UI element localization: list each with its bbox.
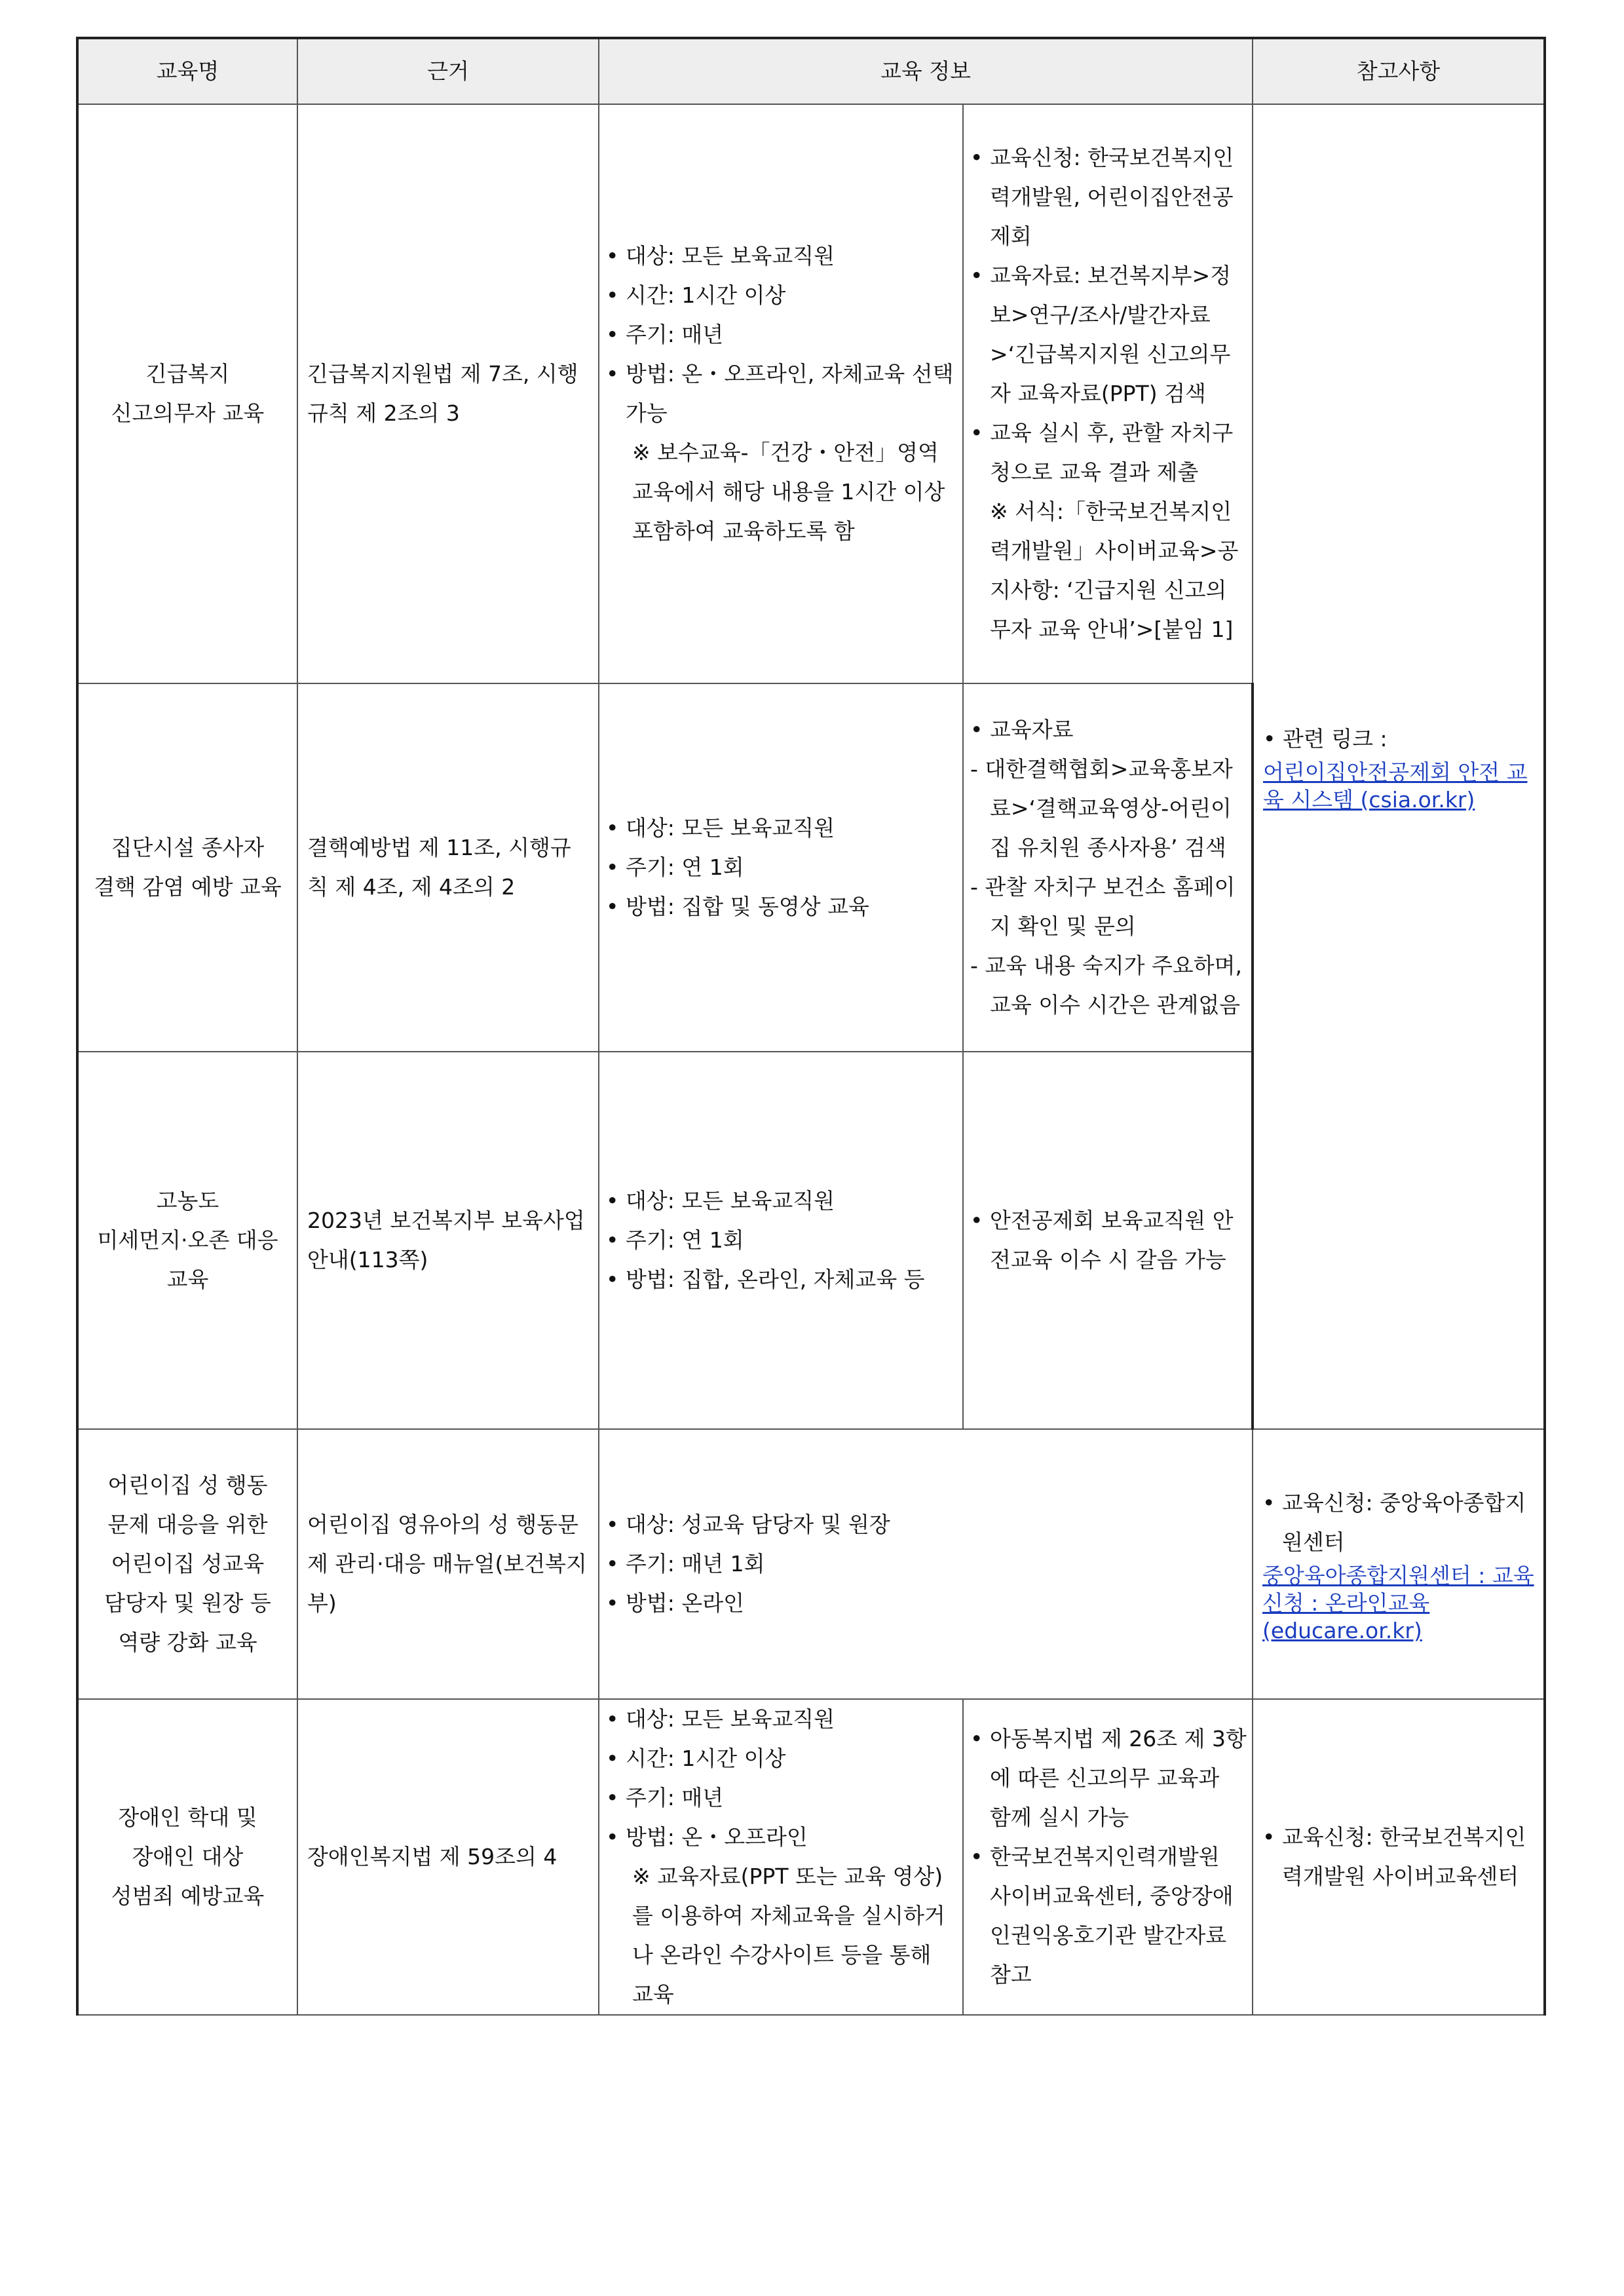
list-item: • 교육신청: 한국보건복지인력개발원, 어린이집안전공제회 bbox=[970, 145, 1234, 249]
list-item: • 주기: 매년 bbox=[606, 322, 724, 347]
header-notes: 참고사항 bbox=[1253, 38, 1545, 104]
course-name: 긴급복지 신고의무자 교육 bbox=[77, 104, 297, 683]
list-item: • 시간: 1시간 이상 bbox=[606, 1746, 786, 1771]
list-item: • 교육자료 bbox=[970, 717, 1074, 742]
list-item: • 방법: 집합, 온라인, 자체교육 등 bbox=[606, 1267, 925, 1292]
info bbox=[599, 1429, 1253, 1699]
shared-notes bbox=[1253, 104, 1545, 1429]
list-item: • 방법: 온・오프라인, 자체교육 선택 가능 bbox=[606, 361, 954, 426]
list-item: • 방법: 온・오프라인 bbox=[606, 1824, 808, 1850]
info-right bbox=[963, 1052, 1253, 1429]
list-item: - 관찰 자치구 보건소 홈페이지 확인 및 문의 bbox=[970, 874, 1236, 939]
course-name: 어린이집 성 행동 문제 대응을 위한 어린이집 성교육 담당자 및 원장 등 역량 강화 교육 bbox=[77, 1429, 297, 1699]
legal-basis: 2023년 보건복지부 보육사업안내(113쪽) bbox=[297, 1052, 599, 1429]
note-text: ※ 보수교육-「건강・안전」영역 교육에서 해당 내용을 1시간 이상 포함하여 교육하도록 함 bbox=[632, 440, 945, 544]
table-row bbox=[77, 104, 1545, 683]
list-item: • 안전공제회 보육교직원 안전교육 이수 시 갈음 가능 bbox=[970, 1208, 1234, 1272]
list-item: • 교육자료: 보건복지부>정보>연구/조사/발간자료>‘긴급복지지원 신고의무자 교육자료(PPT) 검색 bbox=[970, 263, 1232, 406]
header-info: 교육 정보 bbox=[599, 38, 1253, 104]
course-name: 고농도 미세먼지·오존 대응 교육 bbox=[77, 1052, 297, 1429]
table-row bbox=[77, 1699, 1545, 2015]
info-right bbox=[963, 683, 1253, 1052]
header-name: 교육명 bbox=[77, 38, 297, 104]
table-row bbox=[77, 1429, 1545, 1699]
list-item: • 대상: 모든 보육교직원 bbox=[606, 1706, 835, 1732]
list-item: • 교육 실시 후, 관할 자치구청으로 교육 결과 제출 bbox=[970, 420, 1234, 485]
info-left bbox=[599, 1052, 963, 1429]
course-name: 장애인 학대 및 장애인 대상 성범죄 예방교육 bbox=[77, 1699, 297, 2015]
info-left bbox=[599, 683, 963, 1052]
list-item: • 주기: 매년 1회 bbox=[606, 1551, 765, 1577]
header-basis: 근거 bbox=[297, 38, 599, 104]
notes bbox=[1253, 1429, 1545, 1699]
list-item: • 대상: 모든 보육교직원 bbox=[606, 243, 835, 269]
notes bbox=[1253, 1699, 1545, 2015]
education-table bbox=[76, 37, 1546, 2016]
course-name: 집단시설 종사자 결핵 감염 예방 교육 bbox=[77, 683, 297, 1052]
note-text: ※ 서식:「한국보건복지인력개발원」사이버교육>공지사항: ‘긴급지원 신고의무자 교육 안내’>[붙임 1] bbox=[990, 499, 1239, 642]
legal-basis: 장애인복지법 제 59조의 4 bbox=[297, 1699, 599, 2015]
header-row bbox=[77, 38, 1545, 104]
list-item: • 대상: 모든 보육교직원 bbox=[606, 1188, 835, 1214]
educare-link[interactable]: 중앙육아종합지원센터 : 교육신청 : 온라인교육 (educare.or.kr) bbox=[1262, 1563, 1534, 1643]
list-item: • 대상: 모든 보육교직원 bbox=[606, 815, 835, 841]
related-link-label: • 관련 링크 : bbox=[1263, 726, 1388, 752]
note-text: ※ 교육자료(PPT 또는 교육 영상)를 이용하여 자체교육을 실시하거나 온라인 수강사이트 등을 통해 교육 bbox=[632, 1864, 945, 2007]
list-item: • 대상: 성교육 담당자 및 원장 bbox=[606, 1512, 890, 1537]
list-item: • 방법: 온라인 bbox=[606, 1590, 744, 1616]
list-item: - 대한결핵협회>교육홍보자료>‘결핵교육영상-어린이집 유치원 종사자용’ 검색 bbox=[970, 756, 1233, 860]
list-item: • 주기: 연 1회 bbox=[606, 1227, 744, 1253]
info-right bbox=[963, 104, 1253, 683]
info-left bbox=[599, 104, 963, 683]
info-right bbox=[963, 1699, 1253, 2015]
list-item: • 주기: 매년 bbox=[606, 1785, 724, 1810]
list-item: • 교육신청: 한국보건복지인력개발원 사이버교육센터 bbox=[1262, 1824, 1526, 1889]
list-item: • 방법: 집합 및 동영상 교육 bbox=[606, 894, 869, 919]
list-item: • 교육신청: 중앙육아종합지원센터 bbox=[1262, 1490, 1526, 1555]
list-item: • 아동복지법 제 26조 제 3항에 따른 신고의무 교육과 함께 실시 가능 bbox=[970, 1726, 1247, 1830]
csia-link[interactable]: 어린이집안전공제회 안전 교육 시스템 (csia.or.kr) bbox=[1263, 759, 1528, 813]
legal-basis: 긴급복지지원법 제 7조, 시행규칙 제 2조의 3 bbox=[297, 104, 599, 683]
list-item: • 주기: 연 1회 bbox=[606, 854, 744, 880]
list-item: - 교육 내용 숙지가 주요하며, 교육 이수 시간은 관계없음 bbox=[970, 953, 1243, 1018]
list-item: • 한국보건복지인력개발원 사이버교육센터, 중앙장애인권익옹호기관 발간자료 참고 bbox=[970, 1844, 1234, 1987]
legal-basis: 결핵예방법 제 11조, 시행규칙 제 4조, 제 4조의 2 bbox=[297, 683, 599, 1052]
legal-basis: 어린이집 영유아의 성 행동문제 관리·대응 매뉴얼(보건복지부) bbox=[297, 1429, 599, 1699]
list-item: • 시간: 1시간 이상 bbox=[606, 282, 786, 308]
info-left bbox=[599, 1699, 963, 2015]
